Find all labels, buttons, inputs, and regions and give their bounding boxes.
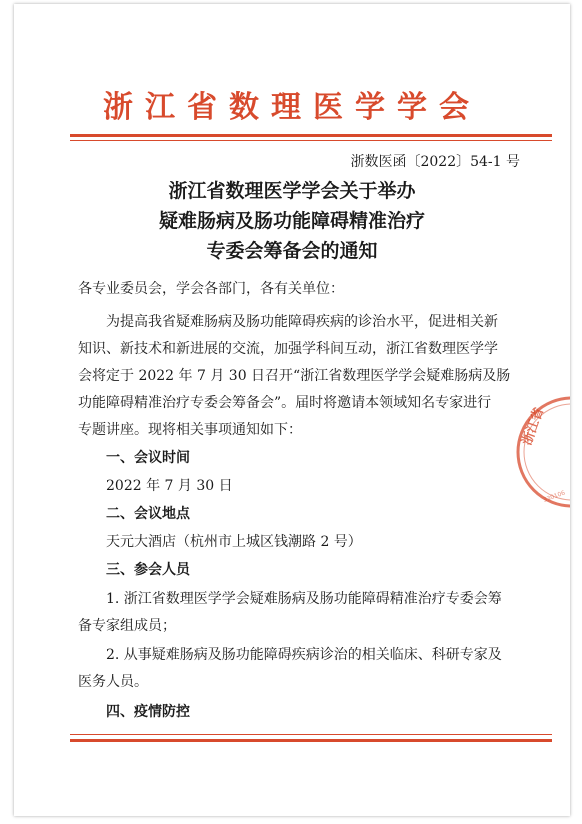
footer-rule-thin — [70, 734, 552, 735]
intro-line-4: 功能障碍精准治疗专委会筹备会”。届时将邀请本领域知名专家进行 — [78, 395, 492, 411]
letterhead-rule-thick — [70, 134, 552, 137]
letterhead-title: 浙江省数理医学学会 — [103, 90, 481, 125]
intro-line-1: 为提高我省疑难肠病及肠功能障碍疾病的诊治水平，促进相关新 — [106, 314, 498, 330]
section-time-heading: 一、会议时间 — [106, 450, 190, 466]
salutation: 各专业委员会，学会各部门，各有关单位： — [78, 281, 344, 297]
title-line-2: 疑难肠病及肠功能障碍精准治疗 — [158, 210, 425, 232]
title-line-1: 浙江省数理医学学会关于举办 — [168, 180, 416, 202]
intro-line-3: 会将定于 2022 年 7 月 30 日召开“浙江省数理医学学会疑难肠病及肠 — [78, 368, 511, 384]
attendees-item-2-line-1: 2. 从事疑难肠病及肠功能障碍疾病诊治的相关临床、科研专家及 — [106, 647, 502, 663]
attendees-item-1-line-1: 1. 浙江省数理医学学会疑难肠病及肠功能障碍精准治疗专委会筹 — [106, 591, 502, 607]
seal-number: 330106 — [542, 489, 567, 504]
official-seal — [504, 382, 570, 522]
document-number: 浙数医函〔2022〕54-1 号 — [350, 154, 520, 170]
section-place-value: 天元大酒店（杭州市上城区钱潮路 2 号） — [106, 534, 362, 550]
seal-text: 浙江省 — [519, 405, 548, 448]
title-line-3: 专委会筹备会的通知 — [206, 240, 378, 262]
document-page — [14, 4, 570, 816]
section-place-heading: 二、会议地点 — [106, 506, 190, 522]
section-attendees-heading: 三、参会人员 — [106, 562, 190, 578]
intro-line-2: 知识、新技术和新进展的交流，加强学科间互动，浙江省数理医学学 — [78, 341, 498, 357]
footer-rule-thick — [70, 739, 552, 742]
section-time-value: 2022 年 7 月 30 日 — [106, 478, 233, 494]
letterhead-rule-thin — [70, 140, 552, 141]
section-epidemic-heading: 四、疫情防控 — [106, 704, 190, 720]
attendees-item-1-line-2: 备专家组成员； — [78, 618, 176, 634]
attendees-item-2-line-2: 医务人员。 — [78, 674, 148, 690]
intro-line-5: 专题讲座。现将相关事项通知如下： — [78, 422, 302, 438]
